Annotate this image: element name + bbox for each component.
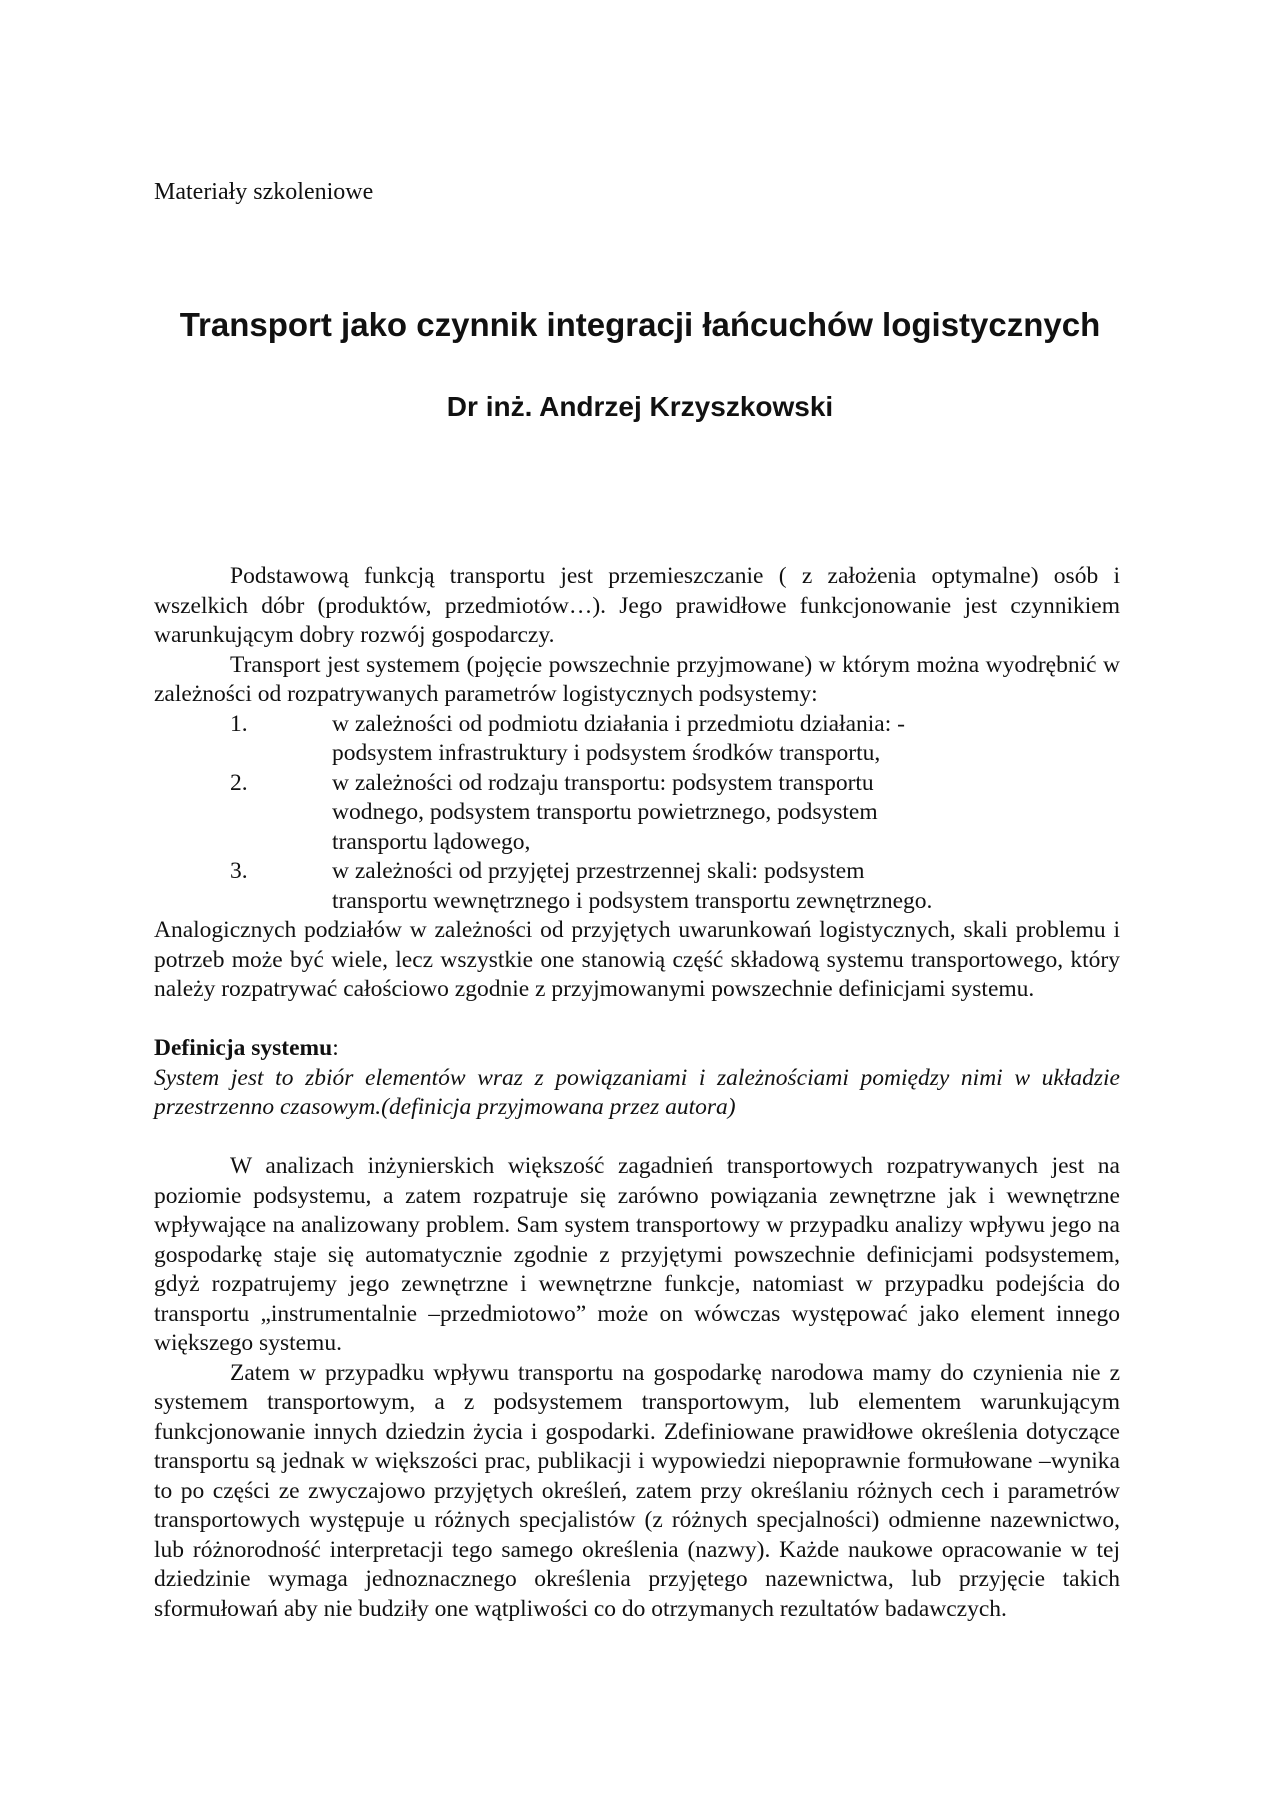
list-item-text: w zależności od rodzaju transportu: podsystem transportu wodnego, podsystem transportu powietrznego, podsystem transportu lądowego, <box>332 769 878 855</box>
paragraph-intro: Podstawową funkcją transportu jest przemieszczanie ( z założenia optymalne) osób i wszelkich dóbr (produktów, przedmiotów…). Jego prawidłowe funkcjonowanie jest czynnikiem warunkującym dobry rozwój gospodarczy. <box>154 563 1120 648</box>
subsystem-list <box>154 710 1120 917</box>
paragraph-national-economy: Zatem w przypadku wpływu transportu na gospodarkę narodowa mamy do czynienia nie z systemem transportowym, a z podsystemem transportowym, lub elementem warunkującym funkcjonowanie innych dziedzin życia i gospodarki. Zdefiniowane prawidłowe określenia dotyczące transportu są jednak w większości prac, publikacji i wypowiedzi niepoprawnie formułowane –wynika to po części ze zwyczajowo przyjętych określeń, zatem przy określaniu różnych cech i parametrów transportowych występuje u różnych specjalistów (z różnych specjalności) odmienne nazewnictwo, lub różnorodność interpretacji tego samego określenia (nazwy). Każde naukowe opracowanie w tej dziedzinie wymaga jednoznacznego określenia przyjętego nazewnictwa, lub przyjęcie takich sformułowań aby nie budziły one wątpliwości co do otrzymanych rezultatów badawczych. <box>154 1359 1120 1622</box>
paragraph-engineering-analysis: W analizach inżynierskich większość zagadnień transportowych rozpatrywanych jest na poziomie podsystemu, a zatem rozpatruje się zarówno powiązania zewnętrzne jak i wewnętrzne wpływające na analizowany problem. Sam system transportowy w przypadku analizy wpływu jego na gospodarkę staje się automatycznie zgodnie z przyjętymi powszechnie definicjami podsystemem, gdyż rozpatrujemy jego zewnętrzne i wewnętrzne funkcje, natomiast w przypadku podejścia do transportu „instrumentalnie –przedmiotowo” może on wówczas występować jako element innego większego systemu. <box>154 1153 1120 1356</box>
paragraph-subsystems: Transport jest systemem (pojęcie powszechnie przyjmowane) w którym można wyodrębnić w zależności od rozpatrywanych parametrów logistycznych podsystemy: <box>154 651 1120 707</box>
document-author: Dr inż. Andrzej Krzyszkowski <box>446 391 834 422</box>
definition-heading-line <box>154 1034 1120 1064</box>
header-label: Materiały szkoleniowe <box>154 179 374 205</box>
list-item-text: w zależności od przyjętej przestrzennej skali: podsystem transportu wewnętrznego i podsystem transportu zewnętrznego. <box>332 858 933 914</box>
definition-heading-colon: : <box>332 1035 339 1061</box>
list-item-number: 1. <box>230 710 248 737</box>
list-item-number: 2. <box>230 769 248 796</box>
definition-text: System jest to zbiór elementów wraz z powiązaniami i zależnościami pomiędzy nimi w układzie przestrzenno czasowym.(definicja przyjmowana przez autora) <box>154 1064 1120 1120</box>
definition-heading: Definicja systemu <box>154 1035 333 1061</box>
list-item <box>154 710 1120 769</box>
list-item-text: w zależności od podmiotu działania i przedmiotu działania: -podsystem infrastruktury i podsystem środków transportu, <box>332 710 905 766</box>
spacer <box>154 1005 1120 1035</box>
document-body <box>154 562 1120 1624</box>
list-item-number: 3. <box>230 858 248 884</box>
list-item <box>154 769 1120 858</box>
spacer <box>154 1123 1120 1153</box>
document-title: Transport jako czynnik integracji łańcuchów logistycznych <box>179 306 1101 343</box>
list-item <box>154 857 1120 916</box>
paragraph-analogous-divisions: Analogicznych podziałów w zależności od przyjętych uwarunkowań logistycznych, skali problemu i potrzeb może być wiele, lecz wszystkie one stanowią część składową systemu transportowego, który należy rozpatrywać całościowo zgodnie z przyjmowanymi powszechnie definicjami systemu. <box>154 917 1120 1002</box>
